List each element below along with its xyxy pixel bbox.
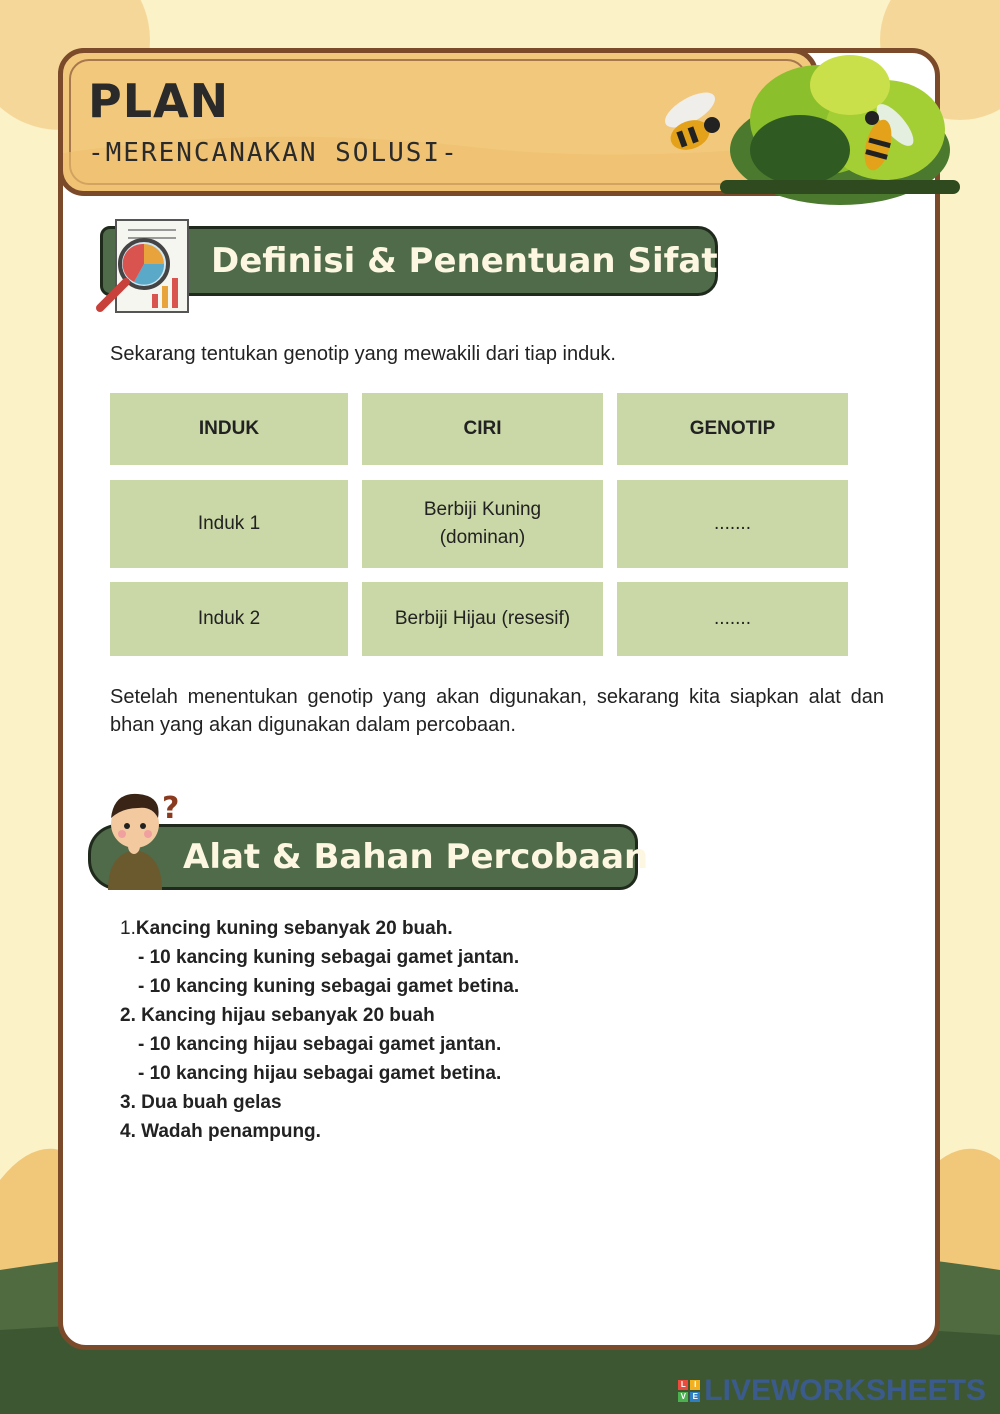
list-item: 3. Dua buah gelas <box>120 1092 282 1113</box>
table-cell-induk: Induk 1 <box>110 480 348 568</box>
thinking-boy-icon <box>100 784 190 890</box>
list-item: - 10 kancing hijau sebagai gamet jantan. <box>138 1034 502 1055</box>
genotip-answer-field[interactable]: ....... <box>617 582 848 656</box>
list-item: 4. Wadah penampung. <box>120 1121 321 1142</box>
table-cell-ciri: Berbiji Kuning (dominan) <box>362 480 603 568</box>
table-header-induk: INDUK <box>110 393 348 465</box>
genotip-answer-field[interactable]: ....... <box>617 480 848 568</box>
table-header-genotip: GENOTIP <box>617 393 848 465</box>
page-subtitle: -MERENCANAKAN SOLUSI- <box>88 138 459 168</box>
liveworksheets-logo-icon: L I V E <box>678 1380 700 1402</box>
list-item: 2. Kancing hijau sebanyak 20 buah <box>120 1005 435 1026</box>
page-title: PLAN <box>88 74 230 128</box>
watermark-text: LIVEWORKSHEETS <box>704 1374 986 1407</box>
list-item: - 10 kancing kuning sebagai gamet jantan. <box>138 947 520 968</box>
section-definisi-title: Definisi & Penentuan Sifat <box>211 241 718 281</box>
intro-paragraph: Sekarang tentukan genotip yang mewakili dari tiap induk. <box>110 343 616 365</box>
bush-icon <box>720 55 960 205</box>
section-alat-bahan-title: Alat & Bahan Percobaan <box>183 837 649 877</box>
chart-report-icon <box>94 216 194 316</box>
list-item: - 10 kancing kuning sebagai gamet betina. <box>138 976 520 997</box>
table-cell-induk: Induk 2 <box>110 582 348 656</box>
liveworksheets-watermark[interactable] <box>678 1374 986 1408</box>
bee-icon <box>660 86 720 155</box>
table-header-ciri: CIRI <box>362 393 603 465</box>
outro-paragraph: Setelah menentukan genotip yang akan digunakan, sekarang kita siapkan alat dan bhan yang akan digunakan dalam percobaan. <box>110 686 884 736</box>
table-cell-ciri: Berbiji Hijau (resesif) <box>362 582 603 656</box>
svg-text:?: ? <box>162 791 180 826</box>
list-item: 1.Kancing kuning sebanyak 20 buah. <box>120 918 453 939</box>
list-item: - 10 kancing hijau sebagai gamet betina. <box>138 1063 502 1084</box>
materials-list <box>120 914 519 1146</box>
bush-bees-illustration <box>650 40 970 210</box>
